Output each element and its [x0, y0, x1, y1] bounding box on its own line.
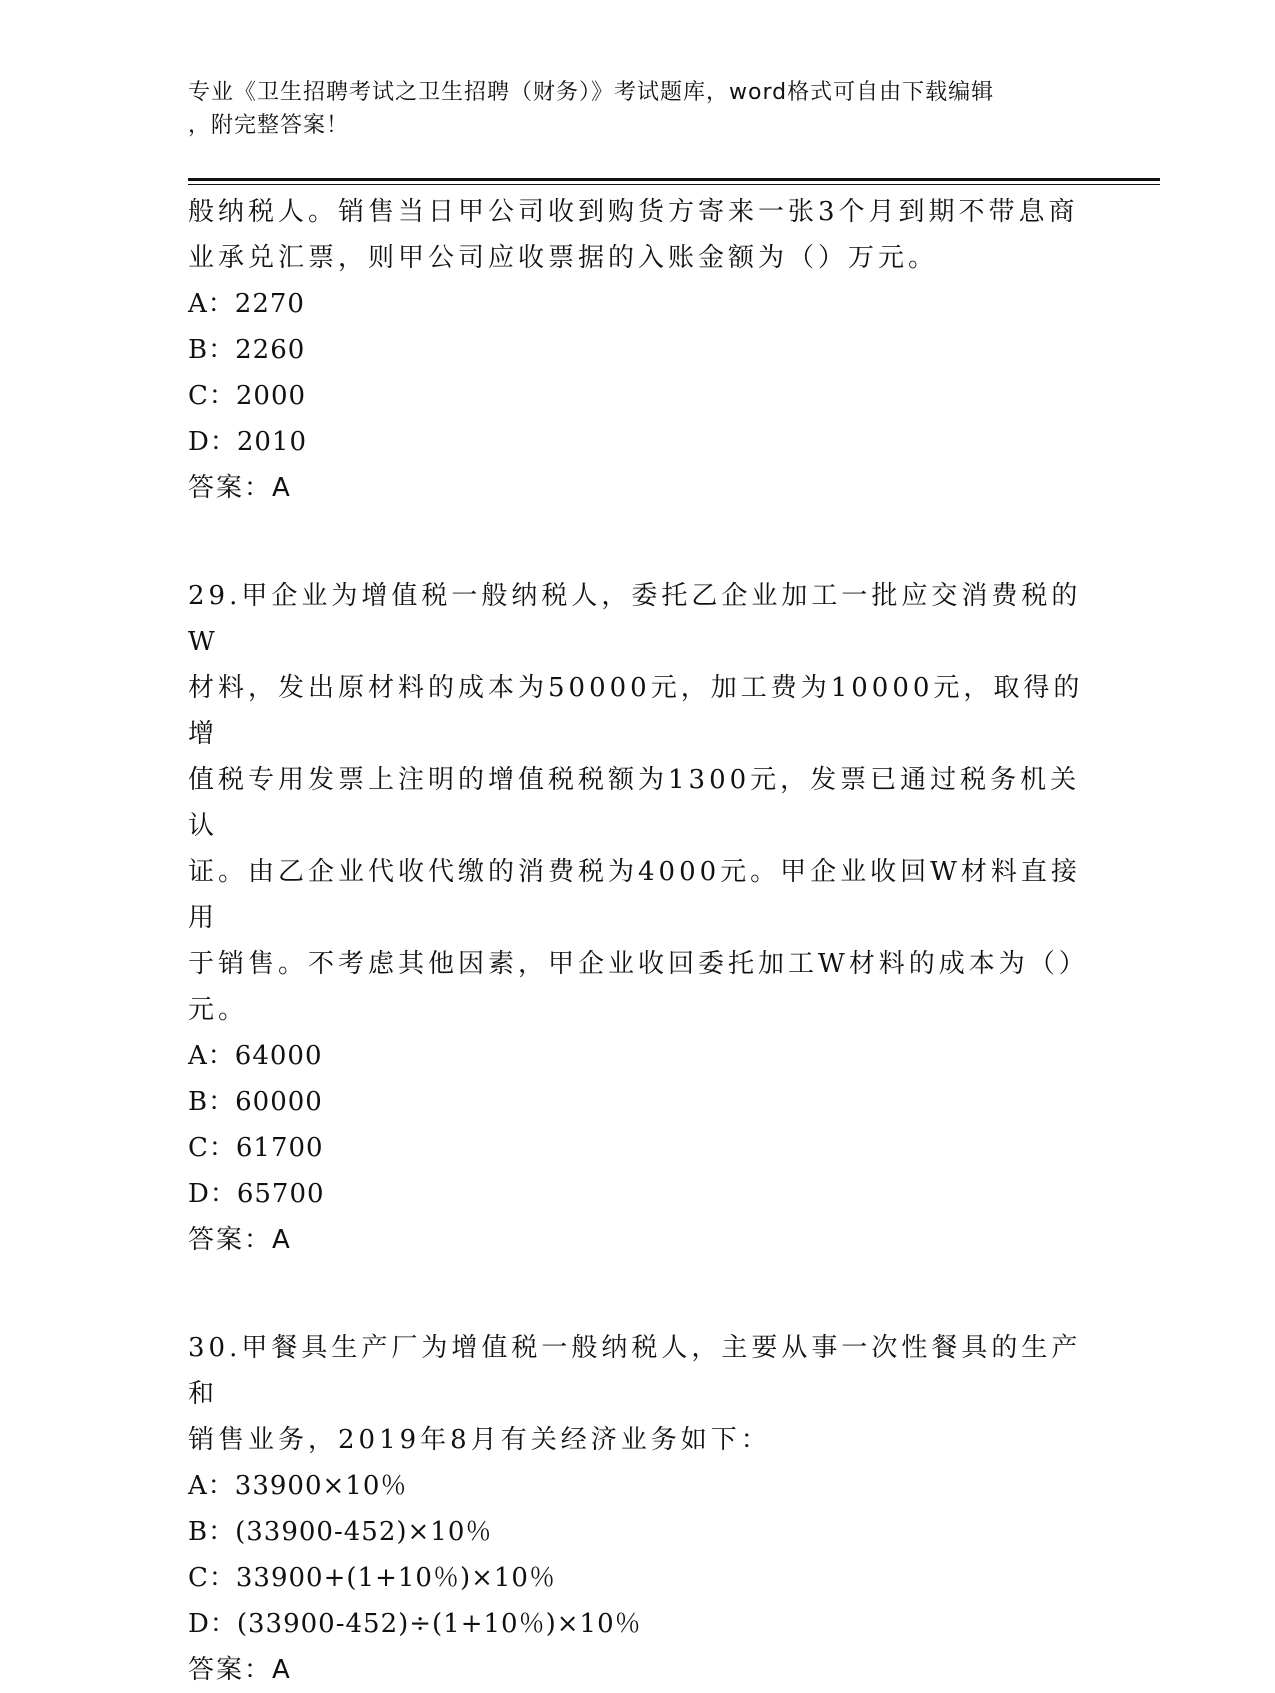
option-d: D：2010	[188, 427, 308, 457]
question-text-line: 30.甲餐具生产厂为增值税一般纳税人，主要从事一次性餐具的生产和	[188, 1333, 1082, 1409]
header-line-1: 专业《卫生招聘考试之卫生招聘（财务）》考试题库，word格式可自由下载编辑	[188, 80, 995, 105]
option-c: C：61700	[188, 1133, 324, 1163]
option-b: B：2260	[188, 335, 306, 365]
question-text-line: 值税专用发票上注明的增值税税额为1300元，发票已通过税务机关认	[188, 765, 1081, 841]
question-text-line: 于销售。不考虑其他因素，甲企业收回委托加工W材料的成本为（）	[188, 949, 1089, 979]
question-text-line: 29.甲企业为增值税一般纳税人，委托乙企业加工一批应交消费税的W	[188, 581, 1082, 657]
answer-line: 答案：A	[188, 473, 292, 503]
question-spacer	[188, 511, 1088, 573]
document-header	[188, 76, 1088, 142]
answer-line: 答案：A	[188, 1225, 292, 1255]
option-b: B：(33900-452)×10％	[188, 1517, 493, 1547]
question-spacer	[188, 1263, 1088, 1325]
answer-line: 答案：A	[188, 1655, 292, 1685]
option-c: C：2000	[188, 381, 307, 411]
option-d: D：(33900-452)÷(1+10％)×10％	[188, 1609, 642, 1639]
question-29	[188, 573, 1088, 1263]
header-line-2: ，附完整答案！	[188, 113, 350, 138]
option-d: D：65700	[188, 1179, 325, 1209]
question-text-line: 销售业务，2019年8月有关经济业务如下：	[188, 1425, 771, 1455]
option-b: B：60000	[188, 1087, 323, 1117]
option-a: A：2270	[188, 289, 305, 319]
header-divider-thick	[188, 178, 1160, 181]
question-30	[188, 1325, 1088, 1693]
question-text-line: 元。	[188, 995, 249, 1025]
header-divider-thin	[188, 184, 1160, 185]
question-text-line: 材料，发出原材料的成本为50000元，加工费为10000元，取得的增	[188, 673, 1084, 749]
option-c: C：33900+(1+10％)×10％	[188, 1563, 556, 1593]
question-text-line: 业承兑汇票，则甲公司应收票据的入账金额为（）万元。	[188, 243, 939, 273]
question-28	[188, 189, 1088, 511]
document-body	[188, 189, 1088, 1693]
question-text-line: 般纳税人。销售当日甲公司收到购货方寄来一张3个月到期不带息商	[188, 197, 1079, 227]
option-a: A：33900×10％	[188, 1471, 408, 1501]
option-a: A：64000	[188, 1041, 323, 1071]
question-text-line: 证。由乙企业代收代缴的消费税为4000元。甲企业收回W材料直接用	[188, 857, 1081, 933]
